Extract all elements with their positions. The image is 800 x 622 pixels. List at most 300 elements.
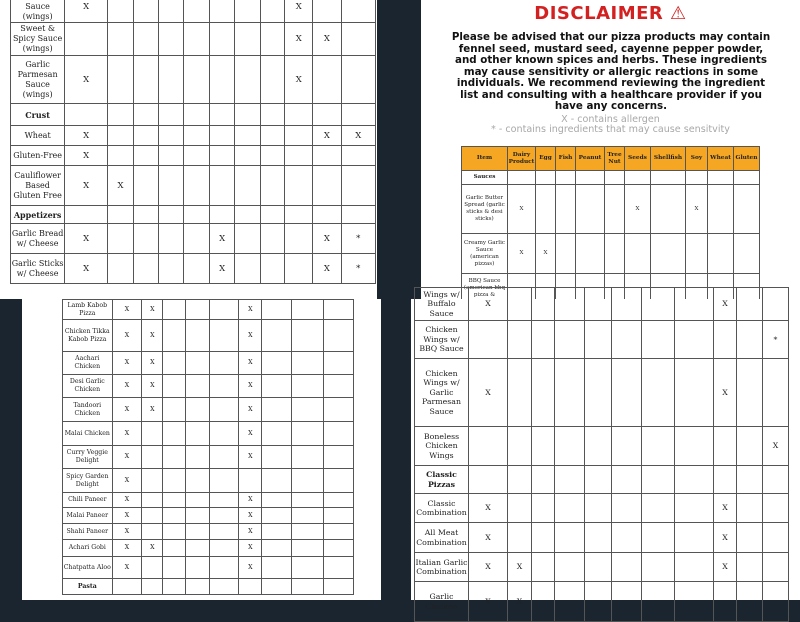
allergen-cell (163, 446, 186, 469)
legend-allergen: X - contains allergen (561, 114, 660, 125)
allergen-cell (737, 523, 763, 553)
allergen-cell: X (239, 540, 262, 557)
item-name: Chili Paneer (63, 493, 113, 508)
allergen-cell (261, 146, 285, 166)
allergen-cell: X (313, 254, 341, 284)
table-row (415, 321, 789, 359)
allergen-cell (261, 254, 285, 284)
allergen-cell (675, 288, 714, 321)
allergen-cell (714, 427, 737, 466)
allergen-cell (532, 321, 555, 359)
allergen-cell (262, 508, 292, 524)
allergen-cell (163, 508, 186, 524)
allergen-cell: X (239, 524, 262, 540)
allergen-cell (184, 166, 210, 206)
allergen-cell (555, 523, 585, 553)
allergen-cell (508, 494, 532, 523)
allergen-cell (292, 469, 324, 493)
allergen-cell (585, 466, 612, 494)
allergen-cell (324, 579, 354, 595)
item-name: Shahi Paneer (63, 524, 113, 540)
allergen-cell (262, 352, 292, 375)
allergen-cell (313, 0, 341, 23)
allergen-cell (625, 234, 651, 274)
allergen-cell (184, 56, 210, 104)
allergen-cell (737, 466, 763, 494)
allergen-cell (163, 422, 186, 446)
allergen-cell (142, 557, 163, 579)
allergen-cell: X (107, 166, 133, 206)
allergen-cell (261, 56, 285, 104)
allergen-cell (737, 582, 763, 622)
allergen-cell: X (112, 557, 142, 579)
allergen-cell (262, 300, 292, 320)
allergen-cell (313, 166, 341, 206)
allergen-cell (159, 0, 184, 23)
allergen-cell (508, 466, 532, 494)
allergen-cell (159, 206, 184, 224)
allergen-cell (262, 375, 292, 398)
allergen-cell (292, 375, 324, 398)
allergen-cell: X (469, 553, 508, 582)
allergen-cell (612, 359, 642, 427)
allergen-cell (292, 579, 324, 595)
allergen-cell (324, 446, 354, 469)
allergen-cell (209, 469, 239, 493)
allergen-cell (651, 234, 686, 274)
allergen-cell (209, 375, 239, 398)
allergen-cell: X (239, 320, 262, 352)
allergen-cell (508, 359, 532, 427)
allergen-cell (239, 579, 262, 595)
allergen-cell (556, 171, 576, 185)
allergen-cell (186, 320, 209, 352)
allergen-cell (134, 224, 159, 254)
allergen-cell (642, 466, 675, 494)
allergen-cell (65, 206, 108, 224)
column-header: Gluten (734, 147, 760, 171)
item-name: Boneless Chicken Wings (415, 427, 469, 466)
allergen-cell (107, 104, 133, 126)
allergen-cell: X (112, 300, 142, 320)
item-name: Desi Garlic Chicken (63, 375, 113, 398)
allergen-cell (292, 300, 324, 320)
allergen-cell (576, 171, 605, 185)
allergen-cell (737, 359, 763, 427)
allergen-cell (555, 427, 585, 466)
allergen-cell (324, 375, 354, 398)
allergen-cell (107, 224, 133, 254)
table-row (11, 56, 376, 104)
section-label: Classic Pizzas (415, 466, 469, 494)
allergen-cell (341, 56, 376, 104)
allergen-cell (763, 582, 789, 622)
allergen-cell (112, 579, 142, 595)
allergen-cell (508, 427, 532, 466)
allergen-cell (737, 321, 763, 359)
allergen-cell: X (469, 582, 508, 622)
allergen-cell (159, 23, 184, 56)
item-name: Garlic Bread w/ Cheese (11, 224, 65, 254)
allergen-cell (142, 422, 163, 446)
item-name: Spicy Garden Delight (63, 469, 113, 493)
allergen-table (10, 0, 376, 284)
allergen-cell (292, 524, 324, 540)
table-row (415, 523, 789, 553)
allergen-cell (134, 56, 159, 104)
allergen-cell (134, 166, 159, 206)
allergen-cell (184, 146, 210, 166)
allergen-cell (184, 224, 210, 254)
allergen-cell: X (714, 553, 737, 582)
allergen-cell (184, 206, 210, 224)
disclaimer-panel (421, 0, 800, 299)
allergen-cell: X (142, 398, 163, 422)
allergen-cell (585, 582, 612, 622)
allergen-cell (163, 320, 186, 352)
allergen-cell (341, 23, 376, 56)
allergen-cell: X (714, 523, 737, 553)
allergen-cell: X (714, 359, 737, 427)
allergen-cell (186, 446, 209, 469)
allergen-cell (642, 359, 675, 427)
allergen-cell (292, 422, 324, 446)
allergen-cell: X (285, 56, 313, 104)
item-name: Chicken Wings w/ Garlic Parmesan Sauce (415, 359, 469, 427)
allergen-cell (159, 254, 184, 284)
allergen-cell (184, 0, 210, 23)
allergen-cell: X (142, 375, 163, 398)
table-row (415, 427, 789, 466)
allergen-cell (675, 427, 714, 466)
section-row (462, 171, 760, 185)
disclaimer-text: Please be advised that our pizza products may contain fennel seed, mustard seed, cayenne pepper powder, and other known spices and herbs. These ingredients may cause sensitivity or allergic reactions in some individuals. We recommend reviewing the ingredient list and consulting with a healthcare provider if you have any concerns. (451, 31, 771, 112)
table-row (63, 446, 354, 469)
section-row (63, 579, 354, 595)
table-row (63, 422, 354, 446)
allergen-cell: X (239, 300, 262, 320)
column-header: Dairy Product (508, 147, 536, 171)
item-name: Chicken Wings w/ BBQ Sauce (415, 321, 469, 359)
allergen-cell (324, 540, 354, 557)
allergen-cell (235, 166, 261, 206)
allergen-cell (313, 146, 341, 166)
item-name: BBQ Sauce (american bbq pizza & (462, 274, 508, 304)
allergen-cell (585, 494, 612, 523)
allergen-table-panel-bottom-left (22, 299, 381, 600)
allergen-cell: X (508, 582, 532, 622)
allergen-cell (532, 466, 555, 494)
allergen-cell (555, 321, 585, 359)
table-row (11, 23, 376, 56)
allergen-cell (163, 540, 186, 557)
allergen-cell (184, 104, 210, 126)
allergen-cell (235, 0, 261, 23)
allergen-cell (163, 557, 186, 579)
item-name: Garlic Chicken (415, 582, 469, 622)
allergen-cell: X (239, 375, 262, 398)
allergen-cell (184, 23, 210, 56)
table-row (11, 224, 376, 254)
item-name: Italian Garlic Combination (415, 553, 469, 582)
allergen-cell (159, 56, 184, 104)
table-row (11, 126, 376, 146)
allergen-cell (313, 206, 341, 224)
allergen-cell: X (65, 166, 108, 206)
allergen-cell (107, 56, 133, 104)
allergen-cell: * (341, 224, 376, 254)
allergen-cell (508, 288, 532, 321)
allergen-cell (209, 524, 239, 540)
allergen-cell (262, 540, 292, 557)
allergen-cell (210, 104, 235, 126)
allergen-cell (159, 224, 184, 254)
allergen-cell: X (112, 540, 142, 557)
allergen-cell (714, 466, 737, 494)
table-row (11, 166, 376, 206)
allergen-cell: X (285, 0, 313, 23)
allergen-cell (585, 288, 612, 321)
allergen-cell: X (112, 320, 142, 352)
allergen-cell (313, 104, 341, 126)
allergen-cell: X (239, 508, 262, 524)
allergen-cell: X (112, 375, 142, 398)
table-header-row (462, 147, 760, 171)
item-name: Lamb Kabob Pizza (63, 300, 113, 320)
allergen-cell (235, 254, 261, 284)
allergen-cell (324, 352, 354, 375)
allergen-cell (163, 300, 186, 320)
allergen-cell (186, 352, 209, 375)
allergen-cell: X (65, 254, 108, 284)
allergen-cell: X (112, 524, 142, 540)
allergen-cell (163, 493, 186, 508)
allergen-cell: X (65, 126, 108, 146)
allergen-cell (186, 540, 209, 557)
allergen-cell (763, 494, 789, 523)
allergen-cell (642, 427, 675, 466)
allergen-cell: X (210, 224, 235, 254)
allergen-cell (734, 234, 760, 274)
allergen-cell (262, 493, 292, 508)
column-header: Seeds (625, 147, 651, 171)
item-name: Wings w/ Buffalo Sauce (415, 288, 469, 321)
allergen-cell (532, 582, 555, 622)
allergen-cell (186, 300, 209, 320)
allergen-cell: X (210, 254, 235, 284)
allergen-cell (261, 126, 285, 146)
allergen-cell (210, 126, 235, 146)
allergen-cell (262, 422, 292, 446)
allergen-cell (292, 493, 324, 508)
allergen-cell (163, 375, 186, 398)
section-label: Appetizers (11, 206, 65, 224)
allergen-cell (159, 104, 184, 126)
allergen-cell: * (341, 254, 376, 284)
allergen-cell (324, 493, 354, 508)
section-row (11, 206, 376, 224)
allergen-cell (532, 359, 555, 427)
allergen-cell (612, 523, 642, 553)
allergen-cell (186, 579, 209, 595)
allergen-cell (532, 427, 555, 466)
allergen-cell (186, 422, 209, 446)
allergen-cell: X (686, 185, 708, 234)
allergen-cell (675, 494, 714, 523)
allergen-cell (186, 493, 209, 508)
allergen-cell (605, 234, 625, 274)
allergen-cell (605, 185, 625, 234)
column-header: Soy (686, 147, 708, 171)
item-name: Gluten-Free (11, 146, 65, 166)
column-header: Shellfish (651, 147, 686, 171)
allergen-cell (714, 582, 737, 622)
allergen-cell (184, 126, 210, 146)
allergen-cell (737, 288, 763, 321)
section-label: Crust (11, 104, 65, 126)
allergen-cell: X (142, 352, 163, 375)
item-name: Achari Gobi (63, 540, 113, 557)
allergen-cell (612, 288, 642, 321)
item-name: Curry Veggie Delight (63, 446, 113, 469)
allergen-cell (107, 146, 133, 166)
allergen-cell (555, 582, 585, 622)
allergen-cell: X (112, 422, 142, 446)
allergen-cell (555, 466, 585, 494)
allergen-cell (209, 422, 239, 446)
item-name: Aachari Chicken (63, 352, 113, 375)
allergen-cell (612, 494, 642, 523)
allergen-cell (292, 557, 324, 579)
allergen-cell: X (508, 553, 532, 582)
allergen-cell (209, 508, 239, 524)
allergen-cell (642, 582, 675, 622)
allergen-cell (159, 146, 184, 166)
table-row (11, 146, 376, 166)
allergen-cell (65, 23, 108, 56)
allergen-cell (209, 300, 239, 320)
allergen-cell (209, 446, 239, 469)
allergen-cell (675, 582, 714, 622)
allergen-cell: X (285, 23, 313, 56)
allergen-cell (612, 427, 642, 466)
allergen-table-panel-bottom-right (411, 289, 800, 611)
allergen-cell (261, 104, 285, 126)
allergen-table-body (415, 288, 789, 622)
allergen-cell: X (65, 224, 108, 254)
allergen-cell (261, 166, 285, 206)
allergen-cell (651, 171, 686, 185)
allergen-table-panel-top-left (0, 0, 377, 299)
item-name: Malai Paneer (63, 508, 113, 524)
allergen-cell (292, 508, 324, 524)
allergen-cell (235, 104, 261, 126)
item-name: All Meat Combination (415, 523, 469, 553)
allergen-cell (555, 553, 585, 582)
allergen-cell: X (313, 224, 341, 254)
allergen-cell (714, 321, 737, 359)
table-row (63, 352, 354, 375)
table-row (415, 553, 789, 582)
allergen-cell (262, 446, 292, 469)
allergen-cell (313, 56, 341, 104)
allergen-cell (235, 56, 261, 104)
column-header: Peanut (576, 147, 605, 171)
allergen-cell (686, 234, 708, 274)
legend-sensitivity: * - contains ingredients that may cause sensitvity (491, 124, 730, 135)
allergen-cell (186, 524, 209, 540)
item-name: Garlic Butter Spread (garlic sticks & desi sticks) (462, 185, 508, 234)
table-row (63, 557, 354, 579)
allergen-cell (134, 104, 159, 126)
allergen-cell (292, 352, 324, 375)
allergen-table-body (63, 300, 354, 595)
allergen-cell (675, 553, 714, 582)
allergen-cell: X (508, 185, 536, 234)
allergen-cell (737, 427, 763, 466)
allergen-cell (163, 398, 186, 422)
allergen-cell (285, 166, 313, 206)
table-row (415, 359, 789, 427)
allergen-cell (261, 23, 285, 56)
allergen-cell (186, 398, 209, 422)
allergen-cell (585, 359, 612, 427)
allergen-cell (186, 508, 209, 524)
table-row (63, 524, 354, 540)
allergen-cell: * (763, 321, 789, 359)
allergen-cell (763, 523, 789, 553)
column-header: Tree Nut (605, 147, 625, 171)
allergen-cell: X (142, 300, 163, 320)
allergen-cell (734, 171, 760, 185)
allergen-cell (469, 466, 508, 494)
allergen-cell (532, 288, 555, 321)
item-name: Garlic Parmesan Sauce (wings) (11, 56, 65, 104)
allergen-cell: X (469, 494, 508, 523)
allergen-cell (737, 553, 763, 582)
item-name: Chicken Tikka Kabob Pizza (63, 320, 113, 352)
allergen-cell: X (112, 493, 142, 508)
allergen-cell (341, 166, 376, 206)
allergen-cell: X (112, 469, 142, 493)
allergen-cell (341, 146, 376, 166)
column-header: Fish (556, 147, 576, 171)
allergen-cell: X (536, 234, 556, 274)
allergen-cell (235, 126, 261, 146)
table-row (11, 254, 376, 284)
allergen-cell (642, 288, 675, 321)
allergen-cell (235, 206, 261, 224)
disclaimer-title: DISCLAIMER ⚠ (534, 3, 687, 24)
allergen-cell (324, 469, 354, 493)
allergen-cell (210, 146, 235, 166)
table-row (11, 0, 376, 23)
allergen-cell (642, 494, 675, 523)
allergen-cell (210, 56, 235, 104)
allergen-cell (210, 23, 235, 56)
table-row (63, 320, 354, 352)
table-row (63, 469, 354, 493)
allergen-cell (262, 557, 292, 579)
allergen-cell (536, 171, 556, 185)
allergen-cell (324, 524, 354, 540)
allergen-table (414, 287, 789, 622)
allergen-cell (763, 466, 789, 494)
allergen-cell (186, 375, 209, 398)
allergen-cell (134, 23, 159, 56)
allergen-cell (324, 398, 354, 422)
column-header: Item (462, 147, 508, 171)
